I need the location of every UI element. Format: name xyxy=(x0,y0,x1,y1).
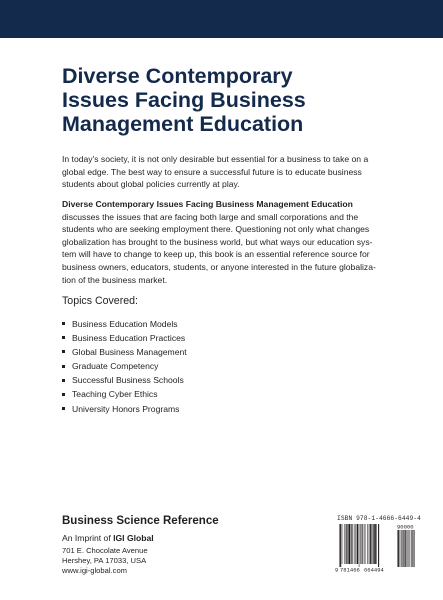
description-line: business owners, educators, students, or anyone interested in the future globaliza- xyxy=(62,261,376,272)
barcode-addon-stripe xyxy=(400,530,401,567)
book-title xyxy=(62,64,392,136)
barcode-stripe xyxy=(376,524,377,564)
barcode-stripe xyxy=(362,524,363,564)
topic-label: University Honors Programs xyxy=(72,403,180,414)
topic-label: Global Business Management xyxy=(72,347,187,358)
barcode-stripe xyxy=(378,524,379,567)
barcode-stripe xyxy=(374,524,376,564)
description-line: tem will have to change to keep up, this book is an essential reference source for xyxy=(62,249,370,260)
barcode-stripe xyxy=(360,524,361,564)
bullet-icon xyxy=(62,379,65,382)
topic-item xyxy=(62,402,187,416)
intro-line: students about global policies currently at play. xyxy=(62,179,240,190)
barcode-addon-stripe xyxy=(403,530,404,567)
topics-heading: Topics Covered: xyxy=(62,295,138,307)
barcode-addon-stripe xyxy=(409,530,410,567)
bullet-icon xyxy=(62,393,65,396)
barcode-stripe xyxy=(359,524,360,567)
barcode-addon-stripe xyxy=(414,530,415,567)
barcode-addon-stripe xyxy=(412,530,413,567)
barcode-stripe xyxy=(352,524,353,564)
barcode-stripe xyxy=(370,524,371,564)
barcode-stripe xyxy=(371,524,372,564)
barcode-addon-stripe xyxy=(407,530,408,567)
description-book-title: Diverse Contemporary Issues Facing Business Management Education xyxy=(62,199,353,209)
barcode-stripe xyxy=(348,524,350,564)
barcode-stripe xyxy=(355,524,356,564)
barcode-stripe xyxy=(365,524,366,564)
description-paragraph xyxy=(62,198,388,286)
description-line: globalization has brought to the business world, but what ways our education sys- xyxy=(62,236,373,247)
barcode-stripe xyxy=(364,524,365,564)
address-street: 701 E. Chocolate Avenue xyxy=(62,546,148,555)
topic-label: Successful Business Schools xyxy=(72,375,184,386)
topic-item xyxy=(62,359,187,373)
topic-item xyxy=(62,345,187,359)
bullet-icon xyxy=(62,365,65,368)
barcode-left-digits: 781466 xyxy=(340,566,360,573)
barcode-right-digits: 664494 xyxy=(364,566,384,573)
barcode-addon-stripe xyxy=(398,530,399,567)
topic-label: Teaching Cyber Ethics xyxy=(72,389,158,400)
barcode-addon-stripe xyxy=(405,530,406,567)
barcode-stripe xyxy=(344,524,345,564)
imprint-prefix: An Imprint of xyxy=(62,533,114,543)
description-line: students who are seeking employment there. Questioning not only what changes xyxy=(62,224,370,235)
barcode-lead-digit: 9 xyxy=(335,566,339,573)
title-line: Diverse Contemporary xyxy=(62,64,293,88)
description-line: tion of the business market. xyxy=(62,274,168,285)
barcode-stripe xyxy=(342,524,343,564)
barcode-stripe xyxy=(340,524,341,567)
intro-line: In today's society, it is not only desirable but essential for a business to take on a xyxy=(62,154,369,164)
title-line: Management Education xyxy=(62,112,304,136)
topics-list xyxy=(62,317,187,416)
isbn-barcode xyxy=(335,523,426,573)
top-color-band xyxy=(0,0,443,38)
barcode-addon-digits: 90000 xyxy=(397,523,414,531)
barcode-stripe xyxy=(351,524,352,564)
barcode-addon-stripe xyxy=(410,530,411,567)
barcode-stripe xyxy=(367,524,368,564)
topic-label: Business Education Models xyxy=(72,319,178,329)
barcode-addon-stripe xyxy=(401,530,402,567)
topic-item xyxy=(62,317,187,331)
barcode-addon-stripe xyxy=(397,530,398,567)
barcode-stripe xyxy=(373,524,374,564)
publisher-website: www.igi-global.com xyxy=(62,566,127,575)
topic-label: Graduate Competency xyxy=(72,361,159,372)
topic-item xyxy=(62,387,187,401)
barcode-stripe xyxy=(354,524,355,564)
title-line: Issues Facing Business xyxy=(62,88,306,112)
publisher-name: IGI Global xyxy=(113,533,154,543)
topic-label: Business Education Practices xyxy=(72,333,186,344)
isbn-label: ISBN 978-1-4666-6449-4 xyxy=(337,515,421,522)
intro-paragraph xyxy=(62,153,388,191)
barcode-stripe xyxy=(339,524,340,567)
address-city: Hershey, PA 17033, USA xyxy=(62,556,147,565)
imprint-title: Business Science Reference xyxy=(62,515,219,527)
barcode-stripe xyxy=(369,524,370,564)
imprint-line xyxy=(62,533,154,544)
intro-line: global edge. The best way to ensure a successful future is to educate business xyxy=(62,166,362,177)
bullet-icon xyxy=(62,350,65,353)
topic-item xyxy=(62,373,187,387)
barcode-stripe xyxy=(346,524,347,564)
topic-item xyxy=(62,331,187,345)
bullet-icon xyxy=(62,336,65,339)
barcode-stripe xyxy=(347,524,348,564)
barcode-addon-stripe xyxy=(404,530,405,567)
bullet-icon xyxy=(62,322,65,325)
barcode-addon-stripe xyxy=(411,530,412,567)
description-line: discusses the issues that are facing both large and small corporations and the xyxy=(62,211,359,222)
barcode-stripe xyxy=(357,524,359,564)
bullet-icon xyxy=(62,407,65,410)
